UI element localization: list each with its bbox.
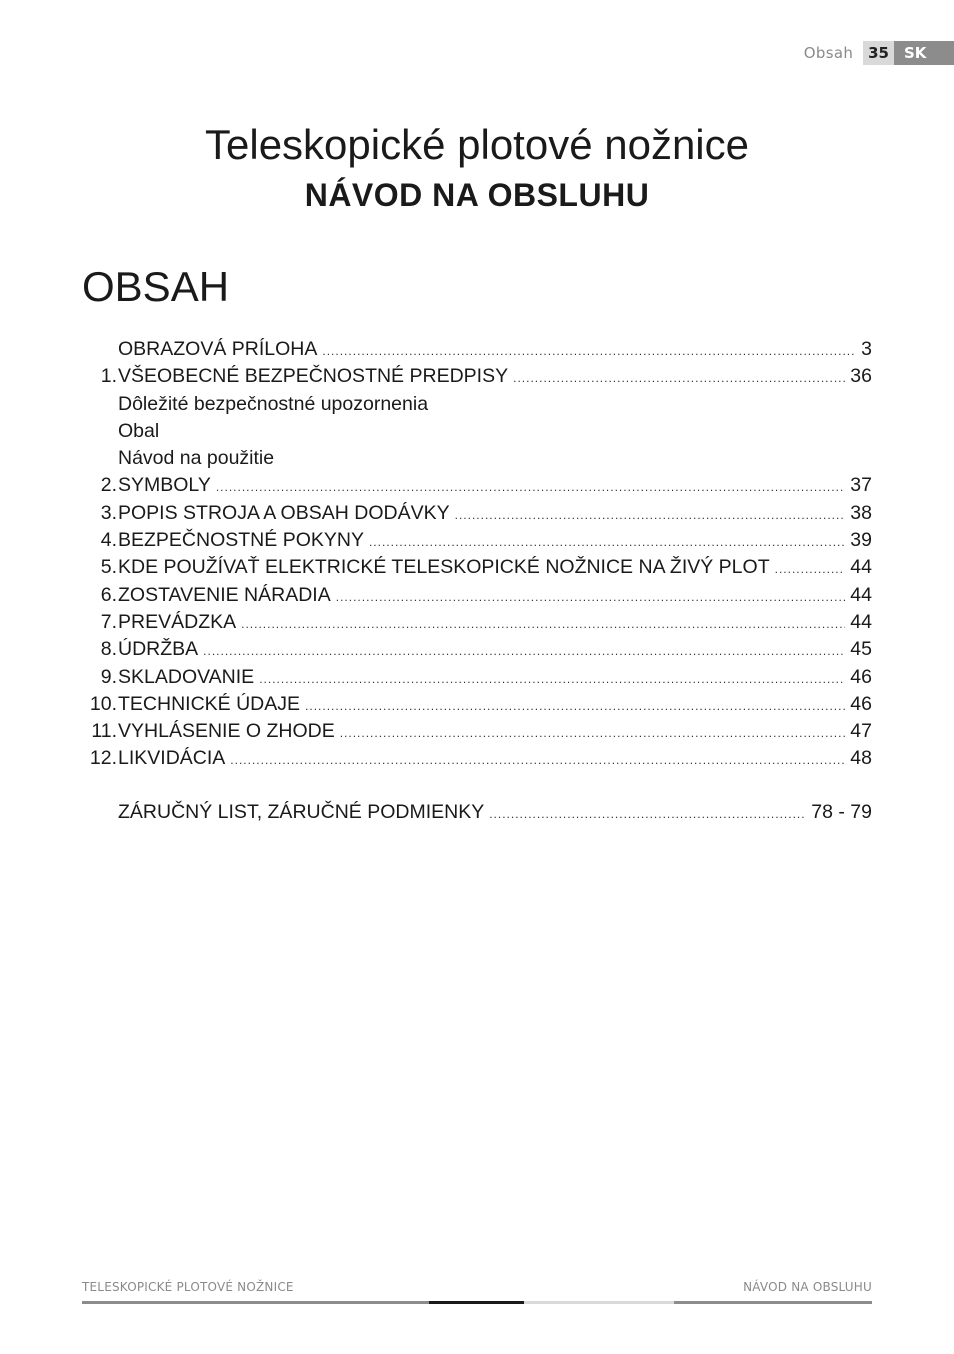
toc-entry-page: 38 [850,501,872,524]
toc-entry-title: VYHLÁSENIE O ZHODE [118,720,335,743]
toc-leader-dots [216,474,845,501]
toc-entry-number: 4. [100,529,117,552]
footer-document-type: NÁVOD NA OBSLUHU [743,1280,872,1294]
footer-divider-bar [82,1301,872,1304]
toc-entry-number: 2. [100,474,117,497]
toc-leader-dots [305,693,845,720]
toc-entry-title: POPIS STROJA A OBSAH DODÁVKY [118,501,450,524]
toc-entry[interactable] [82,636,872,663]
toc-entry-number: 1. [100,365,117,388]
footer-bar-segment [524,1301,674,1304]
toc-leader-dots [369,529,845,556]
toc-leader-dots [336,584,846,611]
footer-bar-segment [82,1301,429,1304]
header-section-label: Obsah [803,44,854,62]
toc-entry-title: KDE POUŽÍVAŤ ELEKTRICKÉ TELESKOPICKÉ NOŽNICE NA ŽIVÝ PLOT [118,556,770,579]
toc-entry-page: 46 [850,692,872,715]
toc-entry[interactable] [82,554,872,581]
toc-heading: OBSAH [82,263,230,310]
toc-entry-page: 44 [850,556,872,579]
toc-entry-page: 3 [861,338,872,360]
toc-entry[interactable] [82,691,872,718]
toc-entry-page: 45 [850,638,872,661]
toc-entry-title: LIKVIDÁCIA [118,747,226,770]
toc-entry-title: ZÁRUČNÝ LIST, ZÁRUČNÉ PODMIENKY [118,800,485,823]
toc-entry[interactable] [82,799,872,826]
toc-entry[interactable] [82,609,872,636]
toc-entry-title: OBRAZOVÁ PRÍLOHA [118,338,318,360]
toc-entry-page: 36 [850,365,872,388]
toc-entry-page: 44 [850,610,872,633]
toc-entry-number: 9. [100,665,117,688]
toc-entry-number: 5. [100,556,117,579]
header-language-badge: SK [894,41,954,65]
document-subtitle: NÁVOD NA OBSLUHU [304,177,650,213]
toc-entry-title: SKLADOVANIE [118,665,255,688]
toc-entry-title: BEZPEČNOSTNÉ POKYNY [118,529,364,552]
toc-entry-page: 44 [850,583,872,606]
toc-leader-dots [241,611,845,638]
toc-entry[interactable] [82,472,872,499]
toc-entry-title: ÚDRŽBA [118,638,199,661]
toc-leader-dots [455,502,846,529]
table-of-contents [82,336,872,826]
toc-leader-dots [230,747,845,774]
toc-entry-title: Obal [118,419,160,442]
toc-entry-page: 48 [850,747,872,770]
toc-leader-dots [489,801,806,828]
toc-entry-number: 12. [89,747,117,770]
footer-bar-segment [429,1301,524,1304]
toc-entry-title: TECHNICKÉ ÚDAJE [118,692,301,715]
header-tab [804,41,954,65]
toc-entry-title: ZOSTAVENIE NÁRADIA [118,583,331,606]
toc-entry[interactable] [82,363,872,390]
toc-entry[interactable] [82,336,872,363]
toc-entry-title: Návod na použitie [118,447,275,470]
toc-entry-page: 39 [850,529,872,552]
document-title: Teleskopické plotové nožnice [205,121,749,168]
toc-entry-number: 6. [100,583,117,606]
toc-entry-number: 8. [100,638,117,661]
toc-leader-dots [775,556,846,583]
toc-entry-number: 3. [100,501,117,524]
toc-entry[interactable] [82,664,872,691]
toc-entry[interactable] [82,527,872,554]
toc-spacer [82,773,872,799]
toc-entry-title: Dôležité bezpečnostné upozornenia [118,392,429,415]
header-page-number: 35 [863,41,894,65]
toc-entry[interactable] [82,391,872,418]
toc-entry[interactable] [82,745,872,772]
toc-entry-number: 7. [100,610,117,633]
toc-leader-dots [203,638,845,665]
toc-entry-number: 11. [91,720,117,743]
footer-bar-segment [674,1301,872,1304]
toc-leader-dots [259,666,845,693]
toc-entry-page: 46 [850,665,872,688]
toc-entry[interactable] [82,445,872,472]
toc-entry-page: 78 - 79 [811,800,872,823]
toc-leader-dots [513,365,845,392]
toc-entry[interactable] [82,718,872,745]
toc-entry[interactable] [82,500,872,527]
toc-entry-number: 10. [89,692,117,715]
toc-entry-page: 37 [850,474,872,497]
toc-entry-title: SYMBOLY [118,474,211,497]
toc-entry-title: VŠEOBECNÉ BEZPEČNOSTNÉ PREDPISY [118,365,509,388]
toc-entry-title: PREVÁDZKA [118,610,237,633]
toc-entry[interactable] [82,418,872,445]
footer-product-name: TELESKOPICKÉ PLOTOVÉ NOŽNICE [82,1280,294,1294]
toc-leader-dots [322,338,856,365]
toc-entry[interactable] [82,582,872,609]
toc-entry-page: 47 [850,720,872,743]
toc-leader-dots [340,720,846,747]
